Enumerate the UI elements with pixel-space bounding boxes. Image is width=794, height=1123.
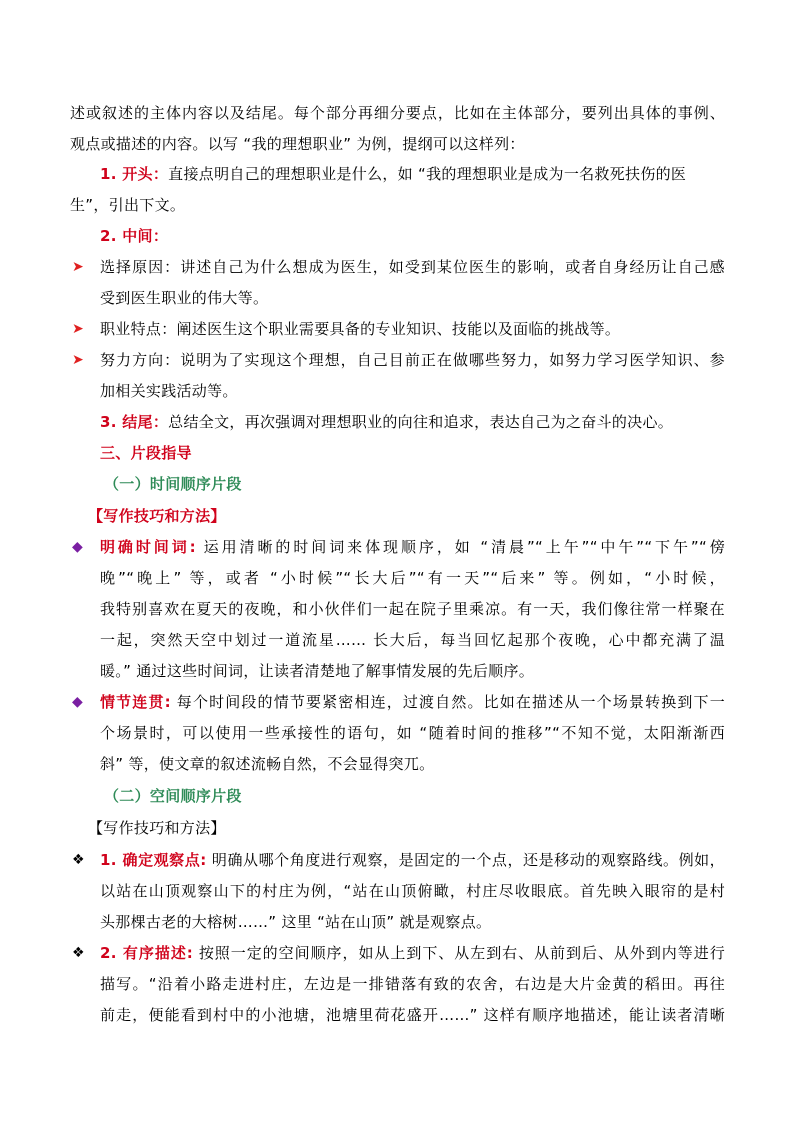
subsection-heading: （一）时间顺序片段: [104, 475, 242, 493]
method-heading: 【写作技巧和方法】: [88, 507, 226, 525]
outline-item-ending: [100, 412, 755, 432]
bullet-text: 晚”“晚上” 等，或者 “小时候”“长大后”“有一天”“后来” 等。例如，“小时候，: [100, 569, 725, 587]
bullet-text: 加相关实践活动等。: [100, 382, 238, 400]
star-bullet-icon: ❖: [72, 852, 85, 868]
bullet-label: 1. 确定观察点:: [100, 851, 207, 869]
bullet-text: 每个时间段的情节要紧密相连，过渡自然。比如在描述从一个场景转换到下一: [170, 693, 725, 711]
bullet-text: 描写。“沿着小路走进村庄，左边是一排错落有致的农舍，右边是大片金黄的稻田。再往: [100, 975, 725, 993]
arrow-bullet-icon: ➤: [72, 321, 84, 337]
bullet-text: 斜” 等，使文章的叙述流畅自然，不会显得突兀。: [100, 755, 435, 773]
bullet-text: 运用清晰的时间词来体现顺序，如 “清晨”“上午”“中午”“下午”“傍: [195, 538, 725, 556]
outline-label-ending: 3. 结尾：: [100, 413, 169, 431]
diamond-bullet-icon: ◆: [72, 694, 83, 710]
bullet-text: 以站在山顶观察山下的村庄为例，“站在山顶俯瞰，村庄尽收眼底。首先映入眼帘的是村: [100, 882, 725, 900]
bullet-ordered-description: [100, 943, 725, 963]
method-heading: 【写作技巧和方法】: [88, 819, 226, 837]
bullet-text: 前走，便能看到村中的小池塘，池塘里荷花盛开……” 这样有顺序地描述，能让读者清晰: [100, 1006, 725, 1024]
paragraph-line: 观点或描述的内容。以写 “我的理想职业” 为例，提纲可以这样列：: [70, 135, 525, 153]
outline-label-middle: 2. 中间：: [100, 227, 169, 245]
bullet-label: 2. 有序描述:: [100, 944, 194, 962]
outline-text-opening: 直接点明自己的理想职业是什么，如 “我的理想职业是成为一名救死扶伤的医: [168, 165, 687, 183]
arrow-bullet-icon: ➤: [72, 352, 84, 368]
bullet-text: 努力方向：说明为了实现这个理想，自己目前正在做哪些努力，如努力学习医学知识、参: [100, 351, 725, 369]
bullet-text: 按照一定的空间顺序，如从上到下、从左到右、从前到后、从外到内等进行: [193, 944, 725, 962]
bullet-text: 明确从哪个角度进行观察，是固定的一个点，还是移动的观察路线。例如，: [206, 851, 725, 869]
bullet-label: 情节连贯:: [100, 693, 171, 711]
outline-label-opening: 1. 开头：: [100, 165, 169, 183]
star-bullet-icon: ❖: [72, 945, 85, 961]
bullet-label: 明确时间词:: [100, 538, 196, 556]
bullet-text: 一起，突然天空中划过一道流星…… 长大后，每当回忆起那个夜晚，心中都充满了温: [100, 631, 725, 649]
subsection-heading: （二）空间顺序片段: [104, 787, 242, 805]
bullet-time-words: [100, 537, 725, 557]
bullet-observation-point: [100, 850, 725, 870]
outline-item-opening: [100, 164, 725, 184]
bullet-text: 个场景时，可以使用一些承接性的语句，如 “随着时间的推移”“不知不觉，太阳渐渐西: [100, 724, 725, 742]
paragraph-line: 生”，引出下文。: [70, 196, 186, 214]
diamond-bullet-icon: ◆: [72, 539, 83, 555]
bullet-text: 职业特点：阐述医生这个职业需要具备的专业知识、技能以及面临的挑战等。: [100, 320, 621, 338]
bullet-text: 头那棵古老的大榕树……” 这里 “站在山顶” 就是观察点。: [100, 913, 492, 931]
bullet-text: 我特别喜欢在夏天的夜晚，和小伙伴们一起在院子里乘凉。有一天，我们像往常一样聚在: [100, 600, 725, 618]
bullet-text: 选择原因：讲述自己为什么想成为医生，如受到某位医生的影响，或者自身经历让自己感: [100, 258, 725, 276]
arrow-bullet-icon: ➤: [72, 259, 84, 275]
bullet-text: 受到医生职业的伟大等。: [100, 289, 269, 307]
outline-text-ending: 总结全文，再次强调对理想职业的向往和追求，表达自己为之奋斗的决心。: [168, 413, 674, 431]
bullet-text: 暖。” 通过这些时间词，让读者清楚地了解事情发展的先后顺序。: [100, 662, 535, 680]
bullet-plot-coherence: [100, 692, 725, 712]
paragraph-line: 述或叙述的主体内容以及结尾。每个部分再细分要点，比如在主体部分，要列出具体的事例、: [70, 104, 725, 122]
section-heading: 三、片段指导: [100, 444, 192, 462]
